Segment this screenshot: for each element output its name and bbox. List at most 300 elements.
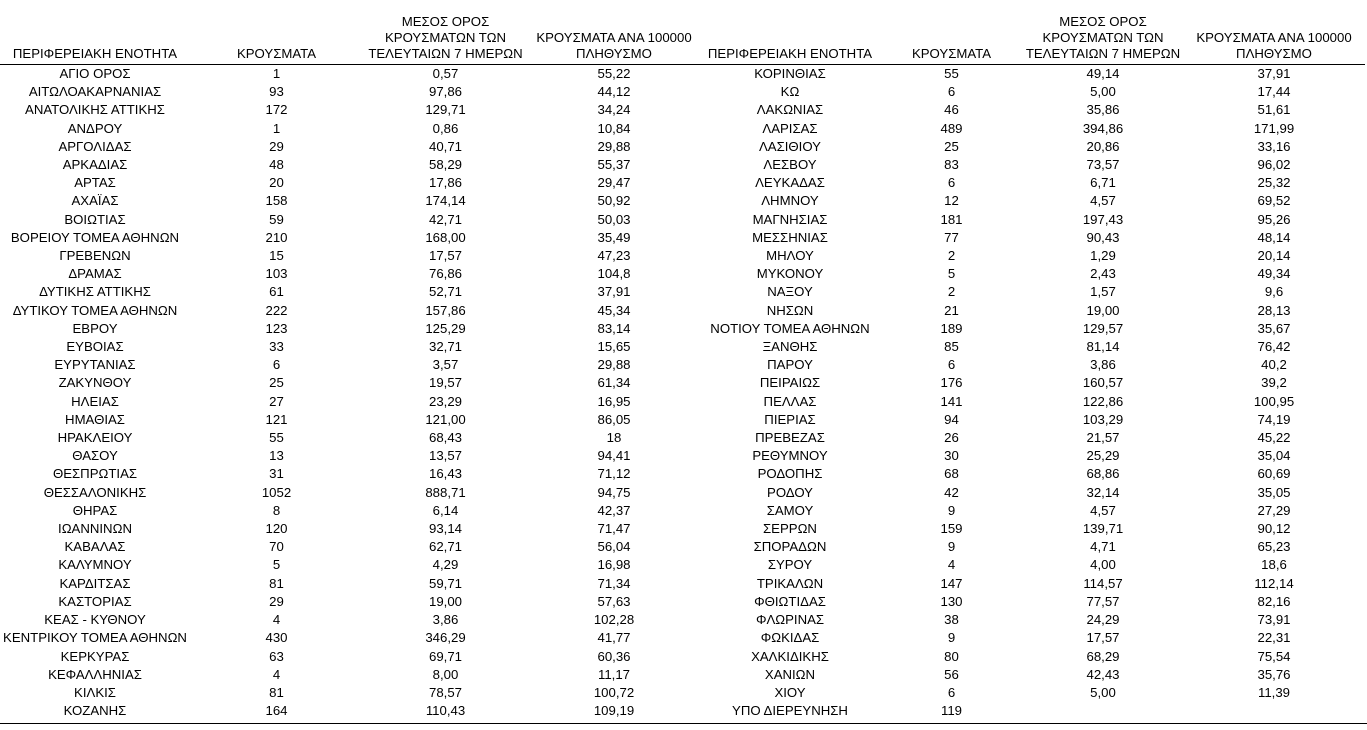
cell-cases: 489: [940, 120, 963, 136]
cell-per-100k: 55,22: [597, 66, 631, 81]
cell-region: ΚΟΡΙΝΘΙΑΣ: [754, 66, 826, 81]
cell-cases: 42: [944, 484, 959, 500]
cell-cases: 27: [269, 393, 284, 409]
cell-per-100k: 51,61: [1257, 102, 1291, 118]
cell-cases: 13: [269, 448, 284, 464]
cell-cases: 30: [944, 448, 959, 464]
cell-region: ΡΕΘΥΜΝΟΥ: [752, 448, 828, 464]
cell-region: ΚΕΑΣ - ΚΥΘΝΟΥ: [44, 612, 146, 628]
cell-cases: 189: [940, 320, 963, 336]
cell-cases: 6: [947, 175, 956, 191]
table-row: [0, 265, 700, 283]
cell-7day-average: 68,86: [1086, 466, 1120, 482]
cell-region: ΑΧΑΪΑΣ: [71, 193, 119, 209]
cell-7day-average: 19,00: [1086, 302, 1120, 318]
cell-per-100k: 29,47: [597, 175, 631, 191]
cell-cases: 21: [944, 302, 959, 318]
cell-7day-average: 2,43: [1090, 266, 1116, 282]
cell-7day-average: 17,57: [1086, 630, 1120, 646]
cell-per-100k: 94,41: [597, 448, 631, 464]
table-row: [0, 702, 700, 720]
cell-7day-average: 114,57: [1083, 575, 1123, 591]
cell-7day-average: 69,71: [428, 648, 462, 664]
cell-per-100k: 40,2: [1261, 357, 1287, 373]
cell-per-100k: 96,02: [1257, 157, 1291, 173]
cell-region: ΛΑΣΙΘΙΟΥ: [759, 138, 821, 154]
cell-region: ΣΠΟΡΑΔΩΝ: [753, 539, 827, 555]
cell-cases: 38: [944, 612, 959, 628]
cell-per-100k: 50,03: [597, 211, 631, 227]
cell-per-100k: 60,69: [1257, 466, 1291, 482]
cell-per-100k: 11,39: [1257, 684, 1291, 700]
cell-region: ΠΡΕΒΕΖΑΣ: [755, 430, 825, 446]
cell-cases: 81: [269, 575, 284, 591]
cell-per-100k: 10,84: [597, 120, 631, 136]
cell-region: ΒΟΙΩΤΙΑΣ: [64, 211, 126, 227]
cell-7day-average: 24,29: [1086, 612, 1120, 628]
table-row: [0, 229, 700, 247]
cell-per-100k: 71,34: [597, 575, 631, 591]
cell-cases: 26: [944, 430, 959, 446]
table-row: [700, 648, 1365, 666]
cell-cases: 94: [944, 411, 959, 427]
cell-7day-average: 174,14: [425, 193, 466, 209]
cell-per-100k: 57,63: [597, 593, 631, 609]
cell-per-100k: 16,98: [597, 557, 631, 573]
cell-per-100k: 45,34: [597, 302, 631, 318]
cell-cases: 81: [269, 684, 284, 700]
table-row: [0, 629, 700, 647]
table-row: [0, 520, 700, 538]
cell-per-100k: 73,91: [1257, 612, 1291, 628]
cell-cases: 210: [265, 229, 288, 245]
cell-region: ΘΑΣΟΥ: [72, 448, 118, 464]
header-7day-average: ΜΕΣΟΣ ΟΡΟΣ ΚΡΟΥΣΜΑΤΩΝ ΤΩΝ ΤΕΛΕΥΤΑΙΩΝ 7 ΗΜΕΡΩΝ: [363, 0, 528, 65]
cell-region: ΤΡΙΚΑΛΩΝ: [756, 575, 824, 591]
cell-cases: 123: [265, 320, 288, 336]
header-row: [700, 0, 1365, 65]
table-row: [0, 283, 700, 301]
cell-7day-average: 0,86: [432, 120, 459, 136]
cell-per-100k: 37,91: [1257, 66, 1291, 81]
cell-per-100k: 47,23: [597, 248, 631, 264]
cell-region: ΧΑΝΙΩΝ: [764, 666, 816, 682]
cell-7day-average: 32,14: [1086, 484, 1120, 500]
cell-cases: 63: [269, 648, 284, 664]
header-cases: ΚΡΟΥΣΜΑΤΑ: [880, 0, 1023, 65]
cell-cases: 6: [272, 357, 281, 373]
cell-per-100k: 100,95: [1253, 393, 1295, 409]
cell-cases: 6: [947, 84, 956, 100]
cell-per-100k: 109,19: [593, 703, 635, 719]
cell-cases: 68: [944, 466, 959, 482]
table-row: [700, 666, 1365, 684]
cell-cases: 31: [269, 466, 284, 482]
cell-cases: 5: [947, 266, 956, 282]
cell-7day-average: 97,86: [428, 84, 462, 100]
cell-region: ΙΩΑΝΝΙΝΩΝ: [58, 521, 132, 537]
cell-cases: 48: [269, 157, 284, 173]
cell-cases: 141: [940, 393, 963, 409]
cell-cases: 430: [265, 630, 288, 646]
header-row: [0, 0, 700, 65]
cell-region: ΚΑΒΑΛΑΣ: [64, 539, 126, 555]
cell-per-100k: 42,37: [597, 502, 631, 518]
cell-per-100k: 82,16: [1257, 593, 1291, 609]
table-row: [700, 411, 1365, 429]
cell-per-100k: 29,88: [597, 138, 631, 154]
cell-cases: 56: [944, 666, 959, 682]
cell-per-100k: 60,36: [597, 648, 631, 664]
cell-region: ΞΑΝΘΗΣ: [762, 339, 818, 355]
table-row: [0, 648, 700, 666]
cell-cases: 61: [269, 284, 284, 300]
table-row: [0, 429, 700, 447]
cell-per-100k: 35,49: [597, 229, 631, 245]
cell-7day-average: 52,71: [428, 284, 462, 300]
cell-7day-average: 93,14: [428, 521, 462, 537]
table-row: [0, 538, 700, 556]
cell-per-100k: 71,12: [597, 466, 631, 482]
table-row: [0, 320, 700, 338]
cell-7day-average: 4,29: [432, 557, 459, 573]
cell-cases: 130: [940, 593, 963, 609]
cell-region: ΑΝΔΡΟΥ: [67, 120, 123, 136]
cell-region: ΗΜΑΘΙΑΣ: [65, 411, 125, 427]
cell-region: ΠΑΡΟΥ: [767, 357, 813, 373]
cell-per-100k: 45,22: [1257, 430, 1291, 446]
cell-7day-average: 21,57: [1086, 430, 1120, 446]
cell-7day-average: 42,43: [1086, 666, 1120, 682]
cell-cases: 9: [947, 630, 956, 646]
cell-7day-average: 58,29: [428, 157, 462, 173]
cell-region: ΘΗΡΑΣ: [72, 502, 118, 518]
cell-cases: 2: [947, 248, 956, 264]
cell-7day-average: 23,29: [428, 393, 462, 409]
table-row: [0, 556, 700, 574]
table-row: [700, 356, 1365, 374]
cell-region: ΠΙΕΡΙΑΣ: [764, 411, 816, 427]
cell-7day-average: 6,14: [432, 502, 459, 518]
cell-7day-average: 0,57: [432, 66, 459, 81]
cell-region: ΛΕΣΒΟΥ: [763, 157, 817, 173]
table-row: [700, 338, 1365, 356]
table-row: [0, 575, 700, 593]
cell-per-100k: 18,6: [1261, 557, 1287, 573]
cell-region: ΛΗΜΝΟΥ: [761, 193, 819, 209]
cell-region: ΚΩ: [780, 84, 800, 100]
cell-cases: 4: [947, 557, 956, 573]
table-row: [0, 174, 700, 192]
table-row: [700, 211, 1365, 229]
cell-region: ΗΛΕΙΑΣ: [71, 393, 119, 409]
cases-table-right: [700, 0, 1365, 720]
cell-per-100k: 83,14: [597, 320, 631, 336]
table-row: [700, 684, 1365, 702]
cell-cases: 83: [944, 157, 959, 173]
header-region: ΠΕΡΙΦΕΡΕΙΑΚΗ ΕΝΟΤΗΤΑ: [0, 0, 190, 65]
header-cases: ΚΡΟΥΣΜΑΤΑ: [190, 0, 363, 65]
cell-per-100k: 75,54: [1257, 648, 1291, 664]
table-row: [700, 629, 1365, 647]
cell-per-100k: 37,91: [597, 284, 631, 300]
cell-7day-average: 90,43: [1086, 229, 1120, 245]
cell-per-100k: 18: [606, 430, 622, 446]
cell-cases: 9: [947, 539, 956, 555]
cell-7day-average: 42,71: [428, 211, 462, 227]
table-row: [700, 65, 1365, 84]
cell-7day-average: 13,57: [428, 448, 462, 464]
cell-7day-average: 168,00: [425, 229, 466, 245]
cell-per-100k: 17,44: [1257, 84, 1291, 100]
table-row: [700, 138, 1365, 156]
cell-7day-average: 3,86: [432, 612, 459, 628]
cell-per-100k: 65,23: [1257, 539, 1291, 555]
table-row: [0, 666, 700, 684]
cell-region: ΑΓΙΟ ΟΡΟΣ: [59, 66, 131, 81]
cell-cases: 25: [269, 375, 284, 391]
cell-per-100k: 90,12: [1257, 521, 1291, 537]
cell-per-100k: 48,14: [1257, 229, 1291, 245]
header-cases-per-100k: ΚΡΟΥΣΜΑΤΑ ΑΝΑ 100000 ΠΛΗΘΥΣΜΟ: [1183, 0, 1365, 65]
table-row: [700, 575, 1365, 593]
cell-per-100k: 22,31: [1257, 630, 1291, 646]
cell-region: ΜΗΛΟΥ: [766, 248, 814, 264]
cell-7day-average: 76,86: [428, 266, 462, 282]
cell-region: ΚΑΡΔΙΤΣΑΣ: [59, 575, 131, 591]
cell-region: ΓΡΕΒΕΝΩΝ: [59, 248, 131, 264]
cell-per-100k: 35,67: [1257, 320, 1291, 336]
cell-cases: 164: [265, 703, 288, 719]
cell-per-100k: [1183, 702, 1365, 720]
cell-cases: 20: [269, 175, 284, 191]
cell-per-100k: 95,26: [1257, 211, 1291, 227]
cell-7day-average: 3,86: [1090, 357, 1116, 373]
cell-7day-average: 157,86: [425, 302, 466, 318]
cell-7day-average: 40,71: [428, 138, 462, 154]
cell-region: ΜΕΣΣΗΝΙΑΣ: [752, 229, 828, 245]
table-row: [700, 247, 1365, 265]
cell-per-100k: 11,17: [597, 666, 631, 682]
cell-region: ΚΕΦΑΛΛΗΝΙΑΣ: [48, 666, 142, 682]
cell-cases: 6: [947, 357, 956, 373]
cell-region: ΑΝΑΤΟΛΙΚΗΣ ΑΤΤΙΚΗΣ: [25, 102, 165, 118]
cell-cases: 59: [269, 211, 284, 227]
table-row: [0, 465, 700, 483]
cell-7day-average: 346,29: [425, 630, 466, 646]
cell-per-100k: 171,99: [1253, 120, 1295, 136]
table-row: [700, 302, 1365, 320]
cell-7day-average: 49,14: [1086, 66, 1120, 81]
cell-region: ΜΑΓΝΗΣΙΑΣ: [752, 211, 828, 227]
cell-cases: 85: [944, 339, 959, 355]
cell-per-100k: 61,34: [597, 375, 631, 391]
table-row: [700, 192, 1365, 210]
table-row: [0, 192, 700, 210]
left-table-body: [0, 65, 700, 721]
cell-cases: 93: [269, 84, 284, 100]
cell-region: ΧΙΟΥ: [774, 684, 806, 700]
cell-cases: 119: [940, 703, 963, 719]
cell-region: ΛΑΚΩΝΙΑΣ: [756, 102, 824, 118]
cell-cases: 8: [272, 502, 281, 518]
table-row: [0, 156, 700, 174]
cell-region: ΕΒΡΟΥ: [72, 320, 118, 336]
cell-region: ΠΕΛΛΑΣ: [763, 393, 817, 409]
cell-7day-average: 77,57: [1086, 593, 1120, 609]
cell-cases: 222: [265, 302, 288, 318]
cell-7day-average: 1,57: [1090, 284, 1116, 300]
cell-7day-average: 3,57: [432, 357, 459, 373]
cell-7day-average: 59,71: [428, 575, 462, 591]
table-row: [700, 502, 1365, 520]
cell-cases: 181: [940, 211, 963, 227]
table-row: [700, 484, 1365, 502]
cell-7day-average: 81,14: [1086, 339, 1120, 355]
table-row: [0, 611, 700, 629]
cell-region: ΒΟΡΕΙΟΥ ΤΟΜΕΑ ΑΘΗΝΩΝ: [10, 229, 180, 245]
cell-region: ΚΑΣΤΟΡΙΑΣ: [58, 593, 132, 609]
cell-per-100k: 33,16: [1257, 138, 1291, 154]
cell-region: ΣΕΡΡΩΝ: [763, 521, 817, 537]
cell-region: ΕΥΡΥΤΑΝΙΑΣ: [54, 357, 136, 373]
cell-region: ΘΕΣΠΡΩΤΙΑΣ: [52, 466, 138, 482]
cell-per-100k: 112,14: [1254, 575, 1294, 591]
cell-cases: 29: [269, 593, 284, 609]
cell-region: ΘΕΣΣΑΛΟΝΙΚΗΣ: [43, 484, 147, 500]
cell-7day-average: 160,57: [1082, 375, 1124, 391]
table-row: [700, 320, 1365, 338]
table-row: [700, 593, 1365, 611]
cell-per-100k: 100,72: [593, 684, 635, 700]
table-row: [700, 101, 1365, 119]
cell-7day-average: 17,86: [428, 175, 462, 191]
cell-cases: 121: [265, 411, 288, 427]
cell-cases: 147: [940, 575, 963, 591]
cell-region: ΣΑΜΟΥ: [766, 502, 814, 518]
cell-per-100k: 41,77: [597, 630, 631, 646]
cell-cases: 9: [947, 502, 956, 518]
cell-7day-average: 16,43: [428, 466, 462, 482]
cell-7day-average: 5,00: [1090, 684, 1116, 700]
cell-region: ΑΡΓΟΛΙΔΑΣ: [58, 138, 132, 154]
cell-7day-average: 6,71: [1090, 175, 1116, 191]
cell-7day-average: 1,29: [1090, 248, 1116, 264]
cell-cases: 80: [944, 648, 959, 664]
cell-region: ΔΡΑΜΑΣ: [68, 266, 122, 282]
cell-cases: 12: [944, 193, 959, 209]
cell-7day-average: 4,71: [1090, 539, 1116, 555]
cell-per-100k: 35,05: [1257, 484, 1291, 500]
table-row: [0, 138, 700, 156]
cell-per-100k: 34,24: [597, 102, 631, 118]
cell-7day-average: 78,57: [428, 684, 462, 700]
table-row: [700, 556, 1365, 574]
table-row: [700, 174, 1365, 192]
cell-region: ΡΟΔΟΥ: [767, 484, 813, 500]
table-row: [0, 374, 700, 392]
cell-cases: 33: [269, 339, 284, 355]
table-row: [0, 211, 700, 229]
cell-per-100k: 16,95: [597, 393, 631, 409]
cell-region: ΚΕΝΤΡΙΚΟΥ ΤΟΜΕΑ ΑΘΗΝΩΝ: [3, 630, 187, 646]
cell-cases: 4: [272, 666, 281, 682]
cell-7day-average: 4,57: [1090, 193, 1116, 209]
cell-per-100k: 71,47: [597, 521, 631, 537]
cell-7day-average: 35,86: [1086, 102, 1120, 118]
cell-region: ΚΙΛΚΙΣ: [74, 684, 116, 700]
cell-7day-average: 4,57: [1090, 502, 1116, 518]
cell-region: ΝΗΣΩΝ: [766, 302, 814, 318]
cell-cases: 55: [944, 66, 959, 81]
cell-7day-average: 25,29: [1086, 448, 1120, 464]
cell-region: ΣΥΡΟΥ: [767, 557, 813, 573]
table-row: [700, 120, 1365, 138]
table-row: [0, 65, 700, 84]
cell-7day-average: 20,86: [1086, 138, 1120, 154]
cell-cases: 2: [947, 284, 956, 300]
cell-cases: 55: [269, 430, 284, 446]
cell-region: ΚΟΖΑΝΗΣ: [63, 703, 127, 719]
cell-cases: 103: [265, 266, 288, 282]
table-row: [700, 156, 1365, 174]
cell-region: ΧΑΛΚΙΔΙΚΗΣ: [751, 648, 829, 664]
cell-cases: 4: [272, 612, 281, 628]
table-row: [0, 338, 700, 356]
right-table-body: [700, 65, 1365, 721]
cell-region: ΗΡΑΚΛΕΙΟΥ: [57, 430, 133, 446]
table-row: [0, 247, 700, 265]
cell-cases: 77: [944, 229, 959, 245]
cell-per-100k: 86,05: [597, 411, 631, 427]
table-row: [700, 265, 1365, 283]
table-row: [0, 356, 700, 374]
cell-7day-average: 68,43: [428, 430, 462, 446]
cell-per-100k: 25,32: [1257, 175, 1291, 191]
cell-7day-average: 129,57: [1082, 320, 1124, 336]
cell-per-100k: 20,14: [1257, 248, 1291, 264]
cell-per-100k: 28,13: [1257, 302, 1291, 318]
table-row: [700, 538, 1365, 556]
cell-7day-average: 4,00: [1090, 557, 1116, 573]
cell-region: ΡΟΔΟΠΗΣ: [757, 466, 823, 482]
cell-per-100k: 29,88: [597, 357, 631, 373]
table-row: [700, 374, 1365, 392]
cell-region: ΑΡΚΑΔΙΑΣ: [62, 157, 128, 173]
cell-per-100k: 49,34: [1257, 266, 1291, 282]
cell-cases: 25: [944, 138, 959, 154]
cell-7day-average: 122,86: [1082, 393, 1124, 409]
cell-per-100k: 74,19: [1257, 411, 1291, 427]
table-row: [700, 465, 1365, 483]
cell-per-100k: 76,42: [1257, 339, 1291, 355]
cell-region: ΛΑΡΙΣΑΣ: [762, 120, 818, 136]
table-row: [700, 702, 1365, 720]
cell-per-100k: 35,04: [1257, 448, 1291, 464]
cell-cases: 15: [269, 248, 284, 264]
cell-7day-average: 32,71: [428, 339, 462, 355]
cell-region: ΑΡΤΑΣ: [74, 175, 116, 191]
cell-cases: 1: [272, 66, 281, 81]
cell-per-100k: 69,52: [1257, 193, 1291, 209]
cell-7day-average: 5,00: [1090, 84, 1116, 100]
cell-cases: 5: [272, 557, 281, 573]
cell-region: ΑΙΤΩΛΟΑΚΑΡΝΑΝΙΑΣ: [28, 84, 162, 100]
cell-cases: 159: [940, 521, 963, 537]
cell-per-100k: 50,92: [597, 193, 631, 209]
table-row: [700, 611, 1365, 629]
cell-per-100k: 56,04: [597, 539, 631, 555]
